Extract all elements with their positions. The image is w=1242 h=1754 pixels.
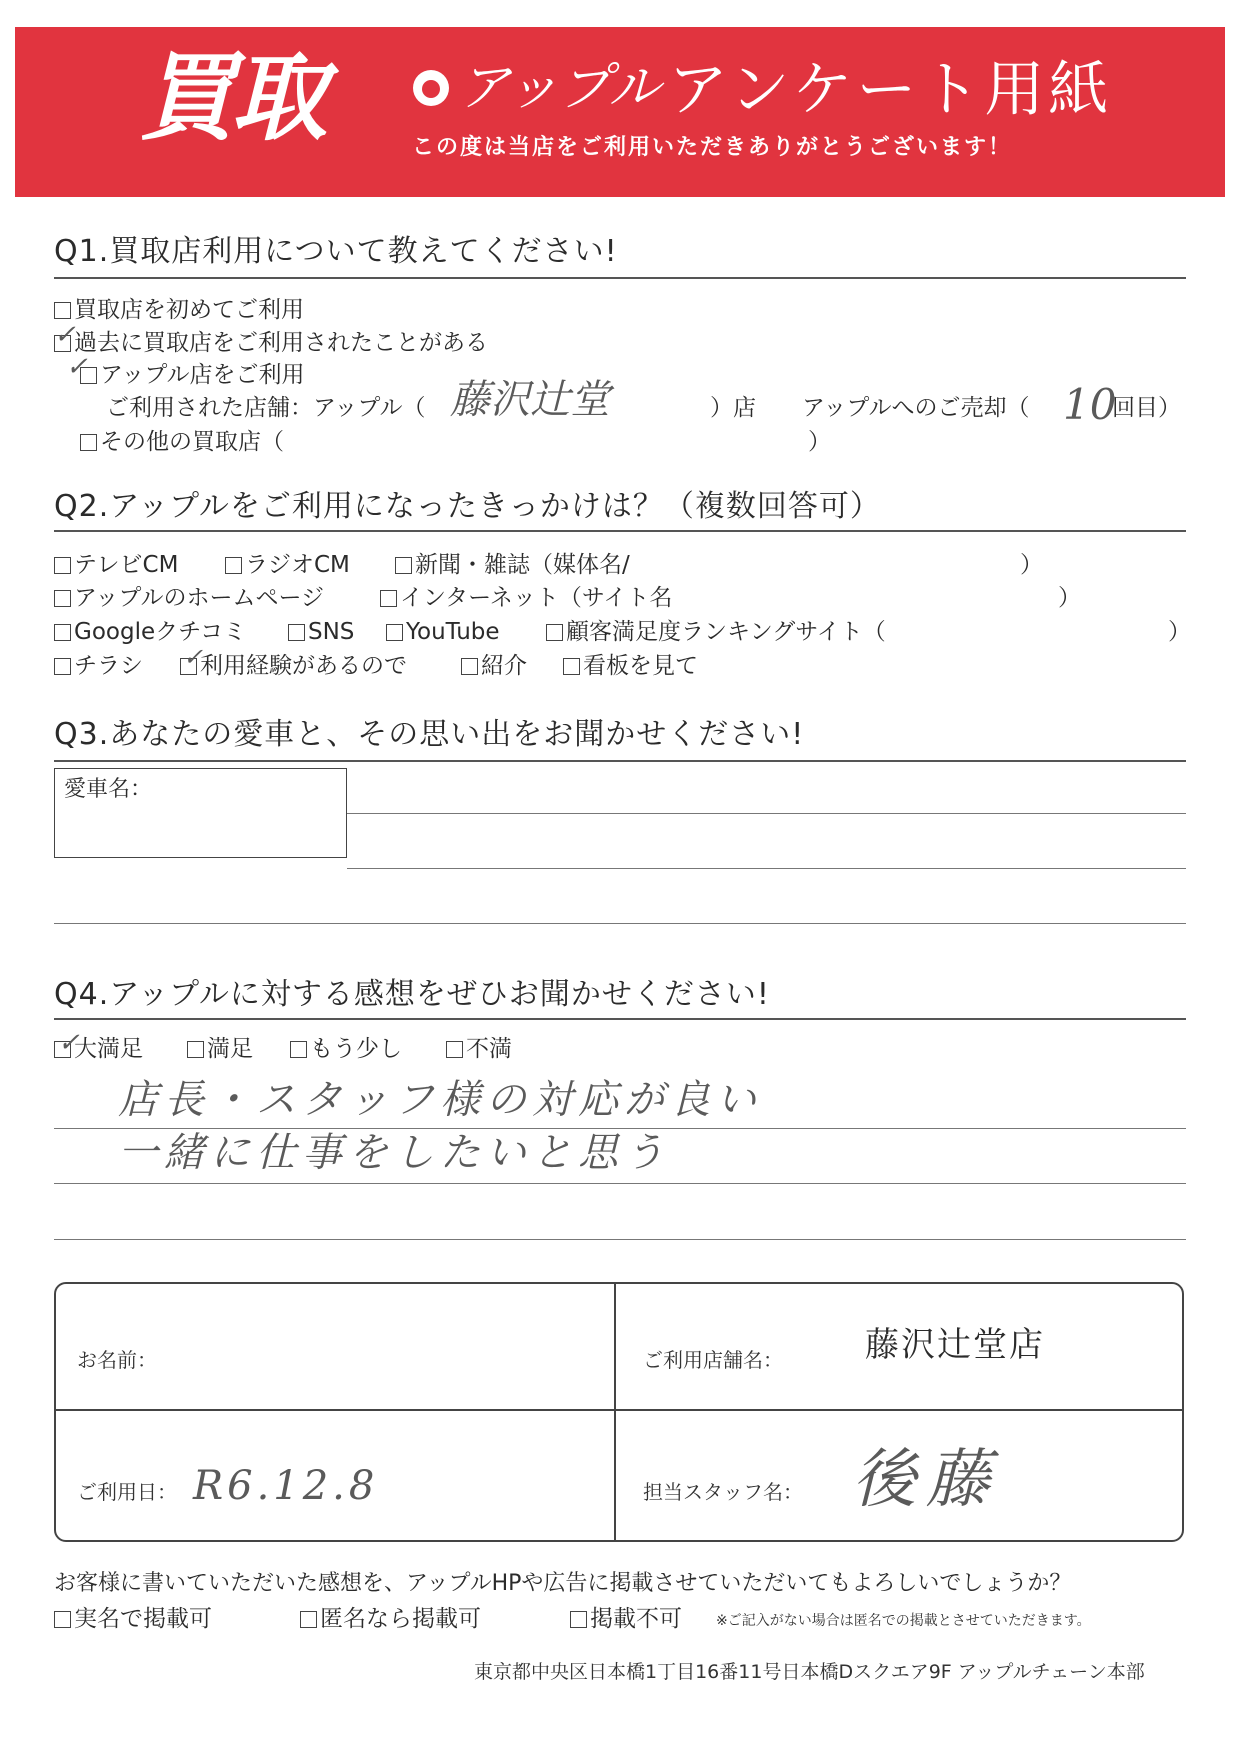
q4-line-2 [54, 1183, 1186, 1184]
q2-option-referral[interactable]: 紹介 [461, 655, 527, 678]
q2-option-experience[interactable]: 利用経験があるので [180, 655, 407, 678]
car-name-label: 愛車名： [64, 777, 153, 802]
checkbox[interactable] [395, 557, 412, 574]
q2-option-homepage[interactable]: アップルのホームページ [54, 587, 324, 610]
consent-note: ※ご記入がない場合は匿名での掲載とさせていただきます。 [716, 1613, 1091, 1629]
checkbox[interactable] [54, 302, 71, 319]
check-mark-icon: ✓ [58, 1028, 80, 1058]
q2-title: Q2.アップルをご利用になったきっかけは？（複数回答可） [54, 489, 881, 524]
checkbox[interactable] [546, 624, 563, 641]
q1-store-label: ご利用された店舗：アップル（ [106, 395, 426, 421]
brand-name: アップル [458, 58, 661, 118]
apple-logo-badge [422, 80, 440, 98]
q1-store-value[interactable]: 藤沢辻堂 [450, 377, 610, 423]
checkbox[interactable] [380, 590, 397, 607]
q4-option-dissatisfied[interactable]: 不満 [446, 1038, 512, 1061]
q2-option-sns[interactable]: SNS [288, 621, 354, 644]
info-table-divider-v [614, 1283, 616, 1541]
staff-name-label: 担当スタッフ名： [643, 1480, 803, 1504]
checkbox[interactable] [288, 624, 305, 641]
q4-title: Q4.アップルに対する感想をぜひお聞かせください! [54, 977, 770, 1012]
q4-line-3 [54, 1239, 1186, 1240]
checkbox[interactable] [80, 434, 97, 451]
check-mark-icon: ✓ [183, 643, 204, 671]
q2-ranking-close: ） [1168, 619, 1191, 645]
q4-line-1 [54, 1128, 1186, 1129]
info-table-divider-h [55, 1409, 1183, 1411]
q2-option-flyer[interactable]: チラシ [54, 655, 143, 678]
date-value[interactable]: R6.12.8 [193, 1463, 379, 1509]
checkbox[interactable] [563, 658, 580, 675]
q1-other-close: ） [808, 429, 831, 455]
consent-not-allowed[interactable]: 掲載不可 [570, 1608, 682, 1631]
q2-option-google[interactable]: Googleクチコミ [54, 621, 246, 644]
q1-times-suffix: 回目） [1112, 395, 1181, 421]
q2-option-radio[interactable]: ラジオCM [225, 554, 350, 577]
q2-option-signboard[interactable]: 看板を見て [563, 655, 698, 678]
q2-option-youtube[interactable]: YouTube [386, 621, 500, 644]
q3-line-3 [54, 923, 1186, 924]
consent-anonymous[interactable]: 匿名なら掲載可 [300, 1608, 481, 1631]
q1-option-other[interactable]: その他の買取店（ [80, 431, 284, 454]
q3-line-1 [347, 813, 1186, 814]
q2-option-newspaper[interactable]: 新聞・雑誌（媒体名/ [395, 554, 630, 577]
checkbox[interactable] [290, 1041, 307, 1058]
store-name-value[interactable]: 藤沢辻堂店 [865, 1325, 1045, 1365]
consent-real-name[interactable]: 実名で掲載可 [54, 1608, 212, 1631]
q2-option-tv[interactable]: テレビCM [54, 554, 178, 577]
q1-times-value[interactable]: 10 [1063, 380, 1117, 429]
q4-option-satisfied[interactable]: 満足 [187, 1038, 253, 1061]
footer-address: 東京都中央区日本橋1丁目16番11号日本橋Dスクエア9F アップルチェーン本部 [474, 1661, 1145, 1683]
checkbox[interactable] [225, 557, 242, 574]
staff-name-value[interactable]: 後藤 [852, 1443, 1000, 1517]
checkbox[interactable] [54, 1611, 71, 1628]
q3-divider [54, 760, 1186, 762]
checkbox[interactable] [54, 658, 71, 675]
q2-newspaper-close: ） [1020, 552, 1043, 578]
q2-option-ranking[interactable]: 顧客満足度ランキングサイト（ [546, 621, 886, 644]
q3-title: Q3.あなたの愛車と、その思い出をお聞かせください! [54, 717, 805, 752]
q1-option-first[interactable]: 買取店を初めてご利用 [54, 299, 304, 322]
q2-internet-close: ） [1058, 585, 1081, 611]
checkbox[interactable] [54, 590, 71, 607]
name-label: お名前： [77, 1348, 157, 1372]
q3-line-2 [347, 868, 1186, 869]
checkbox[interactable] [54, 624, 71, 641]
checkbox[interactable] [386, 624, 403, 641]
checkbox[interactable] [187, 1041, 204, 1058]
q1-option-apple[interactable]: アップル店をご利用 [80, 364, 304, 387]
kaitori-logo: 買取 [139, 42, 323, 154]
q2-option-internet[interactable]: インターネット（サイト名 [380, 587, 672, 610]
q1-store-suffix: ）店 [710, 395, 756, 421]
q2-divider [54, 530, 1186, 532]
q4-option-very-satisfied[interactable]: 大満足 [54, 1038, 143, 1061]
form-title: アンケート用紙 [668, 55, 1113, 125]
q4-comment-line-2[interactable]: 一緒に仕事をしたいと思う [118, 1130, 670, 1176]
checkbox[interactable] [570, 1611, 587, 1628]
checkbox[interactable] [54, 557, 71, 574]
date-label: ご利用日： [77, 1480, 177, 1504]
thanks-message: この度は当店をご利用いただきありがとうございます！ [412, 135, 1013, 160]
check-mark-icon: ✓ [66, 352, 88, 382]
store-name-label: ご利用店舗名： [643, 1348, 783, 1372]
checkbox[interactable] [446, 1041, 463, 1058]
q1-times-label: アップルへのご売却（ [802, 395, 1030, 421]
consent-question: お客様に書いていただいた感想を、アップルHPや広告に掲載させていただいてもよろしいでしょうか？ [54, 1571, 1072, 1596]
q4-divider [54, 1018, 1186, 1020]
q1-option-past[interactable]: 過去に買取店をご利用されたことがある [54, 332, 488, 355]
checkbox[interactable] [300, 1611, 317, 1628]
q1-title: Q1.買取店利用について教えてください! [54, 234, 618, 269]
q1-divider [54, 277, 1186, 279]
checkbox[interactable] [461, 658, 478, 675]
q4-comment-line-1[interactable]: 店長・スタッフ様の対応が良い [118, 1077, 762, 1123]
check-mark-icon: ✓ [54, 320, 76, 350]
q4-option-bit-more[interactable]: もう少し [290, 1038, 402, 1061]
